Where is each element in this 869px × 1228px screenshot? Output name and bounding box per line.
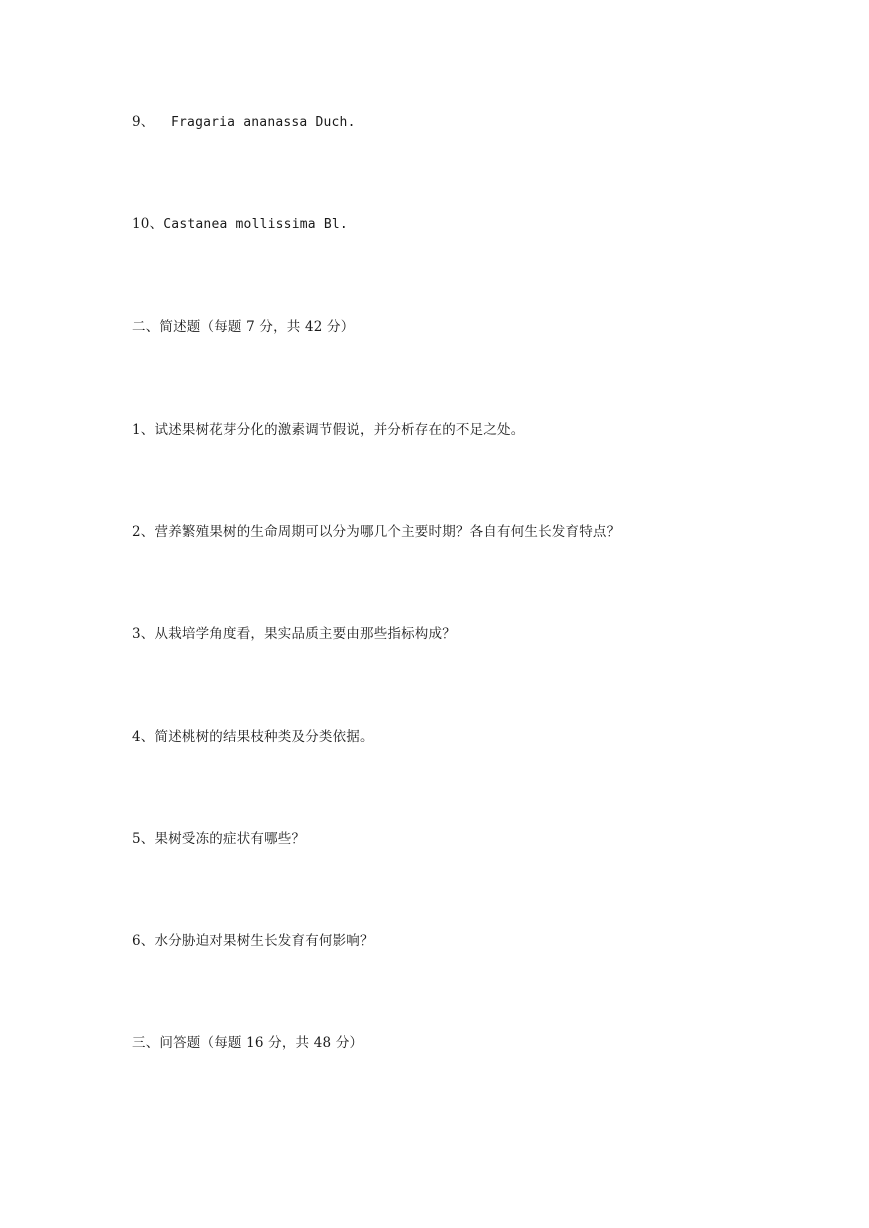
latin-name: Fragaria ananassa Duch. bbox=[171, 115, 356, 130]
section-heading-short-answer: 二、简述题（每题 7 分，共 42 分） bbox=[132, 319, 355, 335]
question-6: 6、水分胁迫对果树生长发育有何影响？ bbox=[132, 933, 374, 949]
latin-name-item-10 bbox=[132, 215, 348, 234]
item-number: 10、 bbox=[132, 216, 164, 232]
latin-name-item-9 bbox=[132, 113, 356, 132]
section-heading-essay: 三、问答题（每题 16 分，共 48 分） bbox=[132, 1035, 364, 1051]
question-1: 1、试述果树花芽分化的激素调节假说，并分析存在的不足之处。 bbox=[132, 422, 525, 438]
question-5: 5、果树受冻的症状有哪些？ bbox=[132, 831, 306, 847]
item-number: 9、 bbox=[132, 114, 155, 130]
question-3: 3、从栽培学角度看，果实品质主要由那些指标构成？ bbox=[132, 626, 456, 642]
question-4: 4、简述桃树的结果枝种类及分类依据。 bbox=[132, 729, 374, 745]
latin-name: Castanea mollissima Bl. bbox=[163, 217, 348, 232]
question-2: 2、营养繁殖果树的生命周期可以分为哪几个主要时期？各自有何生长发育特点？ bbox=[132, 524, 621, 540]
